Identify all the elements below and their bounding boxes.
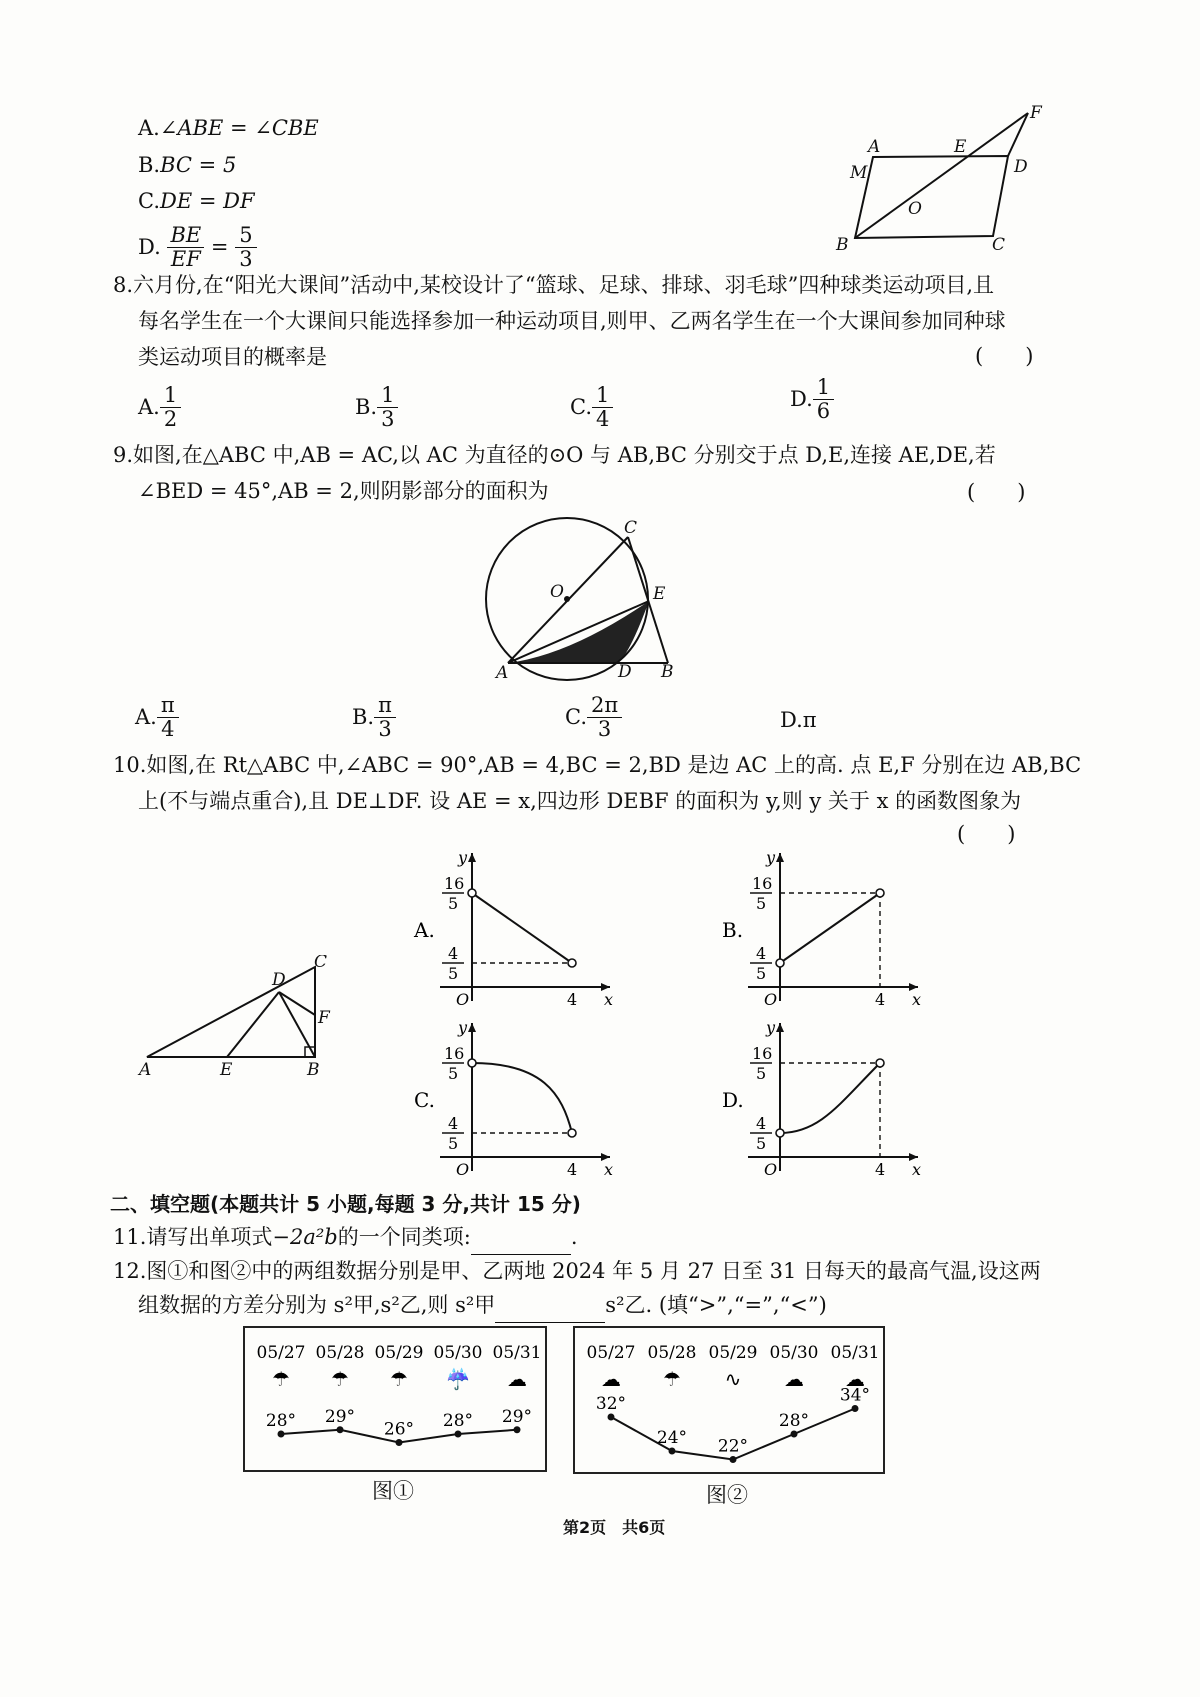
temperature-point bbox=[278, 1431, 285, 1438]
date-label: 05/31 bbox=[492, 1343, 542, 1363]
parallelogram bbox=[855, 156, 1008, 238]
q9-answer-paren[interactable]: ( ) bbox=[967, 480, 1026, 504]
temperature-point bbox=[514, 1426, 521, 1433]
thunder-icon: ☁ bbox=[507, 1367, 527, 1391]
section-title: 二、填空题(本题共计 5 小题,每题 3 分,共计 15 分) bbox=[110, 1192, 581, 1216]
label-e: E bbox=[653, 584, 666, 604]
y-label: y bbox=[766, 848, 776, 867]
temperature-point bbox=[396, 1439, 403, 1446]
y-label: y bbox=[458, 1018, 468, 1037]
origin-label: O bbox=[456, 990, 470, 1009]
q9-circle-figure bbox=[470, 505, 700, 690]
open-point-start bbox=[468, 1059, 476, 1067]
y-tick-high-den: 5 bbox=[448, 894, 459, 913]
temperature-label: 28° bbox=[442, 1411, 474, 1431]
q10-graph-d bbox=[718, 1015, 928, 1180]
q12-line1: 12.图①和图②中的两组数据分别是甲、乙两地 2024 年 5 月 27 日至 31 日每天的最高气温,设这两 bbox=[113, 1259, 1041, 1283]
q10-line1: 10.如图,在 Rt△ABC 中,∠ABC = 90°,AB = 4,BC = 2,BD 是边 AC 上的高. 点 E,F 分别在边 AB,BC bbox=[113, 753, 1082, 777]
weather-chart-1-svg bbox=[245, 1328, 545, 1470]
temperature-point bbox=[852, 1405, 859, 1412]
date-label: 05/28 bbox=[315, 1343, 365, 1363]
q10-graph-a bbox=[410, 845, 620, 1010]
q7-option-c[interactable]: C.DE = DF bbox=[138, 189, 255, 213]
y-tick-low-den: 5 bbox=[448, 1134, 459, 1153]
x-label: x bbox=[604, 1160, 614, 1179]
label-e: E bbox=[220, 1060, 233, 1080]
date-label: 05/27 bbox=[256, 1343, 306, 1363]
y-tick-high-num: 16 bbox=[752, 874, 773, 893]
temperature-point bbox=[730, 1456, 737, 1463]
monomial: −2a²b bbox=[272, 1225, 338, 1249]
temperature-point bbox=[669, 1448, 676, 1455]
q10-graph-c bbox=[410, 1015, 620, 1180]
line-bf bbox=[855, 113, 1028, 238]
date-label: 05/31 bbox=[830, 1343, 880, 1363]
chart1-caption: 图① bbox=[372, 1479, 414, 1503]
y-tick-high-den: 5 bbox=[448, 1064, 459, 1083]
y-tick-low-num: 4 bbox=[756, 944, 767, 963]
label-e: E bbox=[954, 137, 967, 157]
q9-line2: ∠BED = 45°,AB = 2,则阴影部分的面积为 bbox=[138, 479, 549, 503]
option-letter: B. bbox=[722, 918, 744, 942]
thunder-icon: ☁ bbox=[845, 1367, 865, 1391]
chart2-caption: 图② bbox=[706, 1483, 748, 1507]
center-point bbox=[564, 596, 570, 602]
q10-answer-paren[interactable]: ( ) bbox=[957, 822, 1016, 846]
y-tick-low-den: 5 bbox=[756, 964, 767, 983]
temperature-label: 24° bbox=[656, 1428, 688, 1448]
date-label: 05/27 bbox=[586, 1343, 636, 1363]
option-letter: D. bbox=[722, 1088, 744, 1112]
rain-icon: ☂ bbox=[390, 1367, 408, 1391]
q10-line2: 上(不与端点重合),且 DE⊥DF. 设 AE = x,四边形 DEBF 的面积为 y,则 y 关于 x 的函数图象为 bbox=[138, 789, 1022, 813]
date-label: 05/28 bbox=[647, 1343, 697, 1363]
open-point-start bbox=[776, 959, 784, 967]
x-label: x bbox=[604, 990, 614, 1009]
y-arrow bbox=[468, 1023, 476, 1032]
q8-option-a[interactable]: A. $\frac{1}{2}$ bbox=[138, 384, 181, 431]
temperature-label: 32° bbox=[595, 1394, 627, 1414]
x-tick-4: 4 bbox=[567, 990, 578, 1009]
label-d: D bbox=[618, 662, 632, 682]
wind-icon: ∿ bbox=[724, 1367, 742, 1391]
label-d: D bbox=[272, 970, 286, 990]
q9-option-c[interactable]: C. $\frac{2\pi}{3}$ bbox=[565, 694, 622, 741]
option-letter: A. bbox=[414, 918, 435, 942]
label-o: O bbox=[908, 199, 922, 219]
temperature-label: 28° bbox=[778, 1411, 810, 1431]
label-f: F bbox=[1030, 103, 1042, 123]
x-tick-4: 4 bbox=[875, 1160, 886, 1179]
q12-line2: 组数据的方差分别为 s²甲,s²乙,则 s²甲 s²乙. (填“>”,“=”,“<”) bbox=[138, 1290, 827, 1323]
temperature-label: 28° bbox=[265, 1411, 297, 1431]
temperature-label: 29° bbox=[324, 1406, 356, 1427]
y-tick-low-num: 4 bbox=[448, 944, 459, 963]
date-label: 05/30 bbox=[769, 1343, 819, 1363]
label-m: M bbox=[850, 163, 868, 183]
q7-option-d[interactable]: D. $\frac{BE}{EF}$ = $\frac{5}{3}$ bbox=[138, 224, 257, 271]
q10-option-a[interactable] bbox=[410, 845, 620, 1014]
thunder-icon: ☁ bbox=[601, 1367, 621, 1391]
q11-answer-blank[interactable] bbox=[471, 1222, 571, 1255]
y-tick-high-den: 5 bbox=[756, 1064, 767, 1083]
y-tick-low-num: 4 bbox=[448, 1114, 459, 1133]
q8-line3: 类运动项目的概率是 bbox=[138, 345, 327, 369]
label-c: C bbox=[314, 955, 328, 972]
y-tick-low-num: 4 bbox=[756, 1114, 767, 1133]
rain-icon: ☂ bbox=[331, 1367, 349, 1391]
q8-option-c[interactable]: C. $\frac{1}{4}$ bbox=[570, 384, 613, 431]
q9-option-a[interactable]: A. $\frac{\pi}{4}$ bbox=[135, 694, 179, 741]
fraction: $\frac{5}{3}$ bbox=[235, 224, 256, 271]
y-label: y bbox=[458, 848, 468, 867]
temperature-point bbox=[455, 1431, 462, 1438]
open-point-end bbox=[568, 959, 576, 967]
y-arrow bbox=[776, 1023, 784, 1032]
label-o: O bbox=[550, 582, 564, 602]
date-label: 05/30 bbox=[433, 1343, 483, 1363]
q10-option-d[interactable] bbox=[718, 1015, 928, 1184]
temperature-point bbox=[791, 1431, 798, 1438]
function-graph bbox=[780, 1063, 880, 1133]
function-graph bbox=[780, 893, 880, 963]
label-a: A bbox=[868, 137, 881, 157]
label-a: A bbox=[139, 1060, 152, 1080]
q12-answer-blank[interactable] bbox=[495, 1290, 605, 1323]
page-footer: 第2页 共6页 bbox=[563, 1518, 666, 1537]
label-d: D bbox=[1014, 157, 1028, 177]
function-graph bbox=[472, 893, 572, 963]
y-tick-low-den: 5 bbox=[448, 964, 459, 983]
origin-label: O bbox=[764, 990, 778, 1009]
temperature-point bbox=[337, 1426, 344, 1433]
fraction: $\frac{BE}{EF}$ bbox=[167, 224, 204, 271]
q8-option-d[interactable]: D. $\frac{1}{6}$ bbox=[790, 376, 834, 423]
q8-line1: 8.六月份,在“阳光大课间”活动中,某校设计了“篮球、足球、排球、羽毛球”四种球类运动项目,且 bbox=[113, 273, 995, 297]
open-point-start bbox=[776, 1129, 784, 1137]
q7-option-b[interactable]: B.BC = 5 bbox=[138, 153, 237, 177]
q9-option-b[interactable]: B. $\frac{\pi}{3}$ bbox=[352, 694, 396, 741]
rain-icon: ☂ bbox=[663, 1367, 681, 1391]
label-b: B bbox=[661, 662, 674, 682]
q10-graph-b bbox=[718, 845, 928, 1010]
origin-label: O bbox=[764, 1160, 778, 1179]
label-a: A bbox=[496, 663, 509, 683]
y-tick-high-num: 16 bbox=[752, 1044, 773, 1063]
temperature-point bbox=[608, 1414, 615, 1421]
y-label: y bbox=[766, 1018, 776, 1037]
q10-option-c[interactable] bbox=[410, 1015, 620, 1184]
rain-icon: ☂ bbox=[272, 1367, 290, 1391]
label-c: C bbox=[992, 235, 1006, 255]
open-point-end bbox=[876, 1059, 884, 1067]
y-arrow bbox=[468, 853, 476, 862]
weather-chart-2 bbox=[573, 1326, 885, 1474]
q8-option-b[interactable]: B. $\frac{1}{3}$ bbox=[355, 384, 398, 431]
label-c: C bbox=[624, 518, 638, 538]
y-tick-high-den: 5 bbox=[756, 894, 767, 913]
date-label: 05/29 bbox=[374, 1343, 424, 1363]
q10-triangle-figure bbox=[135, 955, 345, 1080]
x-tick-4: 4 bbox=[567, 1160, 578, 1179]
option-letter: C. bbox=[414, 1088, 435, 1112]
temperature-label: 29° bbox=[501, 1406, 533, 1427]
q10-option-b[interactable] bbox=[718, 845, 928, 1014]
origin-label: O bbox=[456, 1160, 470, 1179]
open-point-end bbox=[876, 889, 884, 897]
q11: 11.请写出单项式−2a²b的一个同类项: . bbox=[113, 1222, 578, 1255]
q9-line1: 9.如图,在△ABC 中,AB = AC,以 AC 为直径的⊙O 与 AB,BC 分别交于点 D,E,连接 AE,DE,若 bbox=[113, 443, 996, 467]
q7-parallelogram-figure bbox=[830, 100, 1060, 260]
temperature-label: 26° bbox=[383, 1419, 415, 1440]
weather-chart-2-svg bbox=[575, 1328, 883, 1472]
y-tick-high-num: 16 bbox=[444, 874, 465, 893]
shower-icon: ☔ bbox=[445, 1367, 471, 1391]
x-label: x bbox=[912, 990, 922, 1009]
cloud-icon: ☁ bbox=[784, 1367, 804, 1391]
function-graph bbox=[472, 1063, 572, 1133]
q8-line2: 每名学生在一个大课间只能选择参加一种运动项目,则甲、乙两名学生在一个大课间参加同种球 bbox=[138, 309, 1006, 333]
y-arrow bbox=[776, 853, 784, 862]
q9-option-d[interactable]: D.π bbox=[780, 708, 817, 732]
line-de bbox=[227, 992, 279, 1057]
label-b: B bbox=[307, 1060, 320, 1080]
x-label: x bbox=[912, 1160, 922, 1179]
open-point-start bbox=[468, 889, 476, 897]
y-tick-low-den: 5 bbox=[756, 1134, 767, 1153]
label-b: B bbox=[836, 235, 849, 255]
q8-answer-paren[interactable]: ( ) bbox=[975, 344, 1034, 368]
temperature-label: 34° bbox=[839, 1385, 871, 1406]
date-label: 05/29 bbox=[708, 1343, 758, 1363]
temperature-label: 22° bbox=[717, 1436, 749, 1457]
weather-chart-1 bbox=[243, 1326, 547, 1472]
q7-option-a[interactable]: A.∠ABE = ∠CBE bbox=[138, 116, 319, 140]
label-f: F bbox=[318, 1008, 330, 1028]
x-tick-4: 4 bbox=[875, 990, 886, 1009]
open-point-end bbox=[568, 1129, 576, 1137]
y-tick-high-num: 16 bbox=[444, 1044, 465, 1063]
